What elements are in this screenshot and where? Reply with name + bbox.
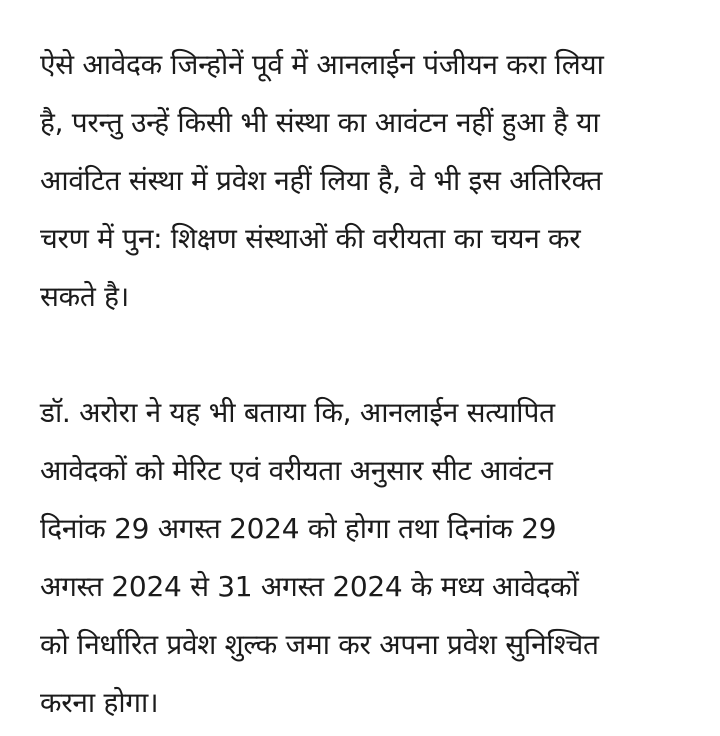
text-line: चरण में पुन: शिक्षण संस्थाओं की वरीयता का चयन कर	[40, 222, 581, 255]
article-body	[40, 36, 690, 732]
paragraph-eligibility	[40, 36, 690, 326]
text-line: है, परन्तु उन्हें किसी भी संस्था का आवंटन नहीं हुआ है या	[40, 106, 600, 139]
text-line: सकते है।	[40, 280, 129, 313]
text-line: आवंटित संस्था में प्रवेश नहीं लिया है, वे भी इस अतिरिक्त	[40, 164, 603, 197]
text-line: करना होगा।	[40, 686, 159, 719]
text-line: डॉ. अरोरा ने यह भी बताया कि, आनलाईन सत्यापित	[40, 396, 555, 429]
text-line: ऐसे आवेदक जिन्होनें पूर्व में आनलाईन पंजीयन करा लिया	[40, 48, 604, 81]
paragraph-seat-allotment	[40, 384, 690, 732]
text-line: दिनांक 29 अगस्त 2024 को होगा तथा दिनांक 29	[40, 512, 557, 545]
text-line: आवेदकों को मेरिट एवं वरीयता अनुसार सीट आवंटन	[40, 454, 553, 487]
text-line: को निर्धारित प्रवेश शुल्क जमा कर अपना प्रवेश सुनिश्चित	[40, 628, 599, 661]
paragraph-spacer	[40, 326, 690, 384]
text-line: अगस्त 2024 से 31 अगस्त 2024 के मध्य आवेदकों	[40, 570, 579, 603]
